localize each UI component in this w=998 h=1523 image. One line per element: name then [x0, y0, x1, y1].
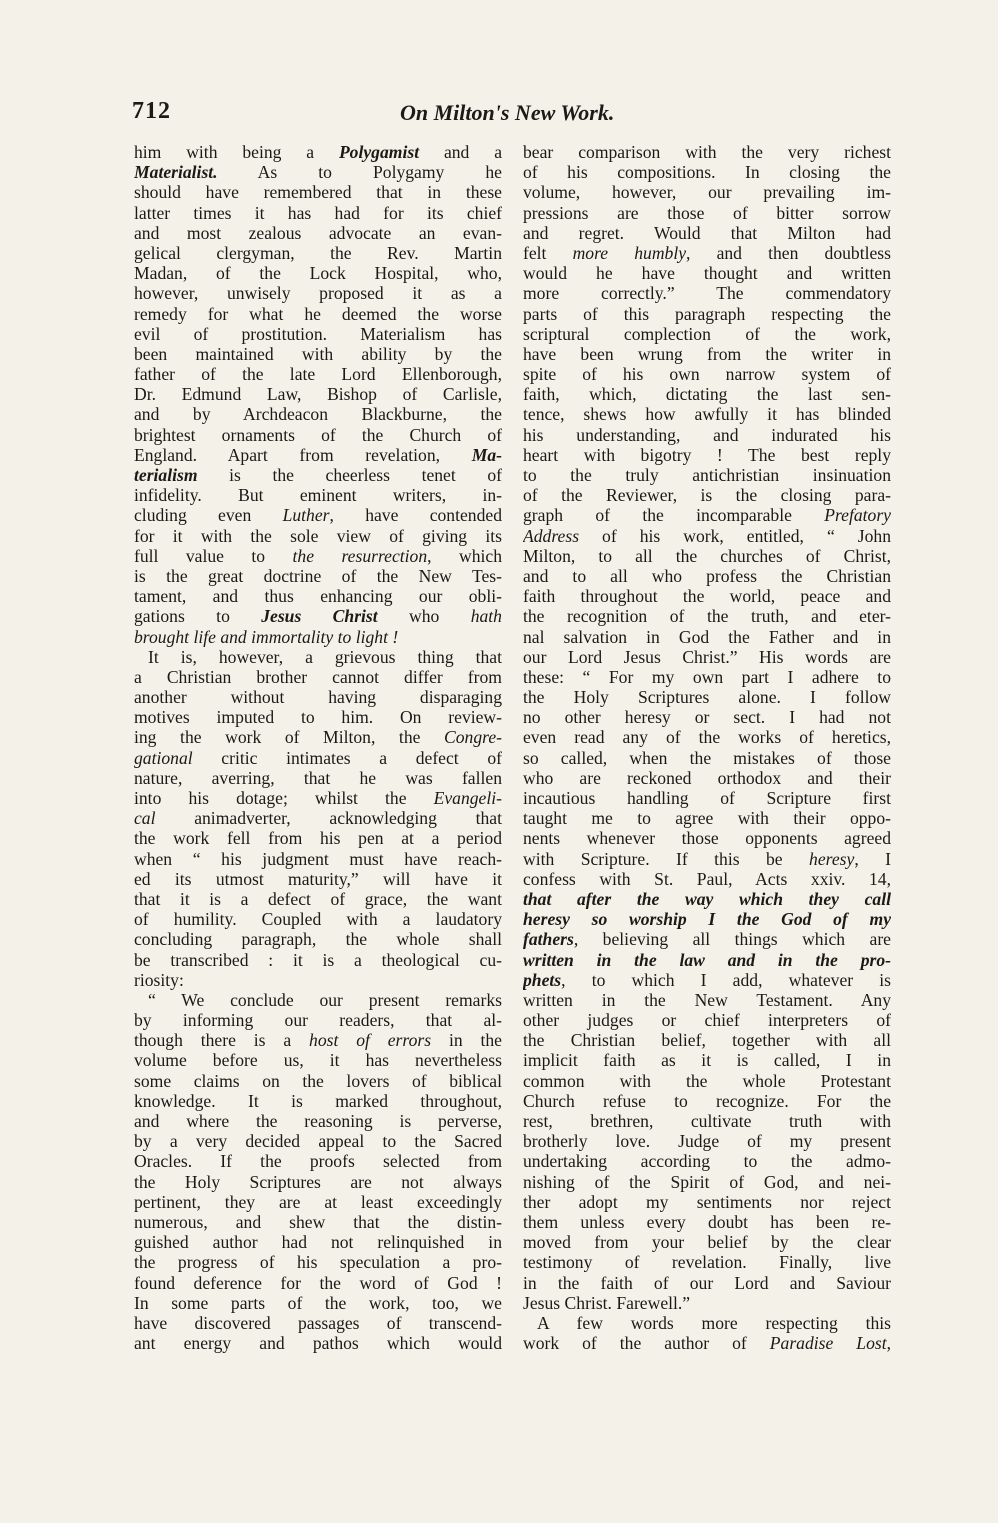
text-line: Materialist. As to Polygamy he — [134, 162, 502, 183]
text-line: faith throughout the world, peace and — [523, 586, 891, 607]
text-line: that after the way which they call — [523, 888, 891, 909]
text-line: nishing of the Spirit of God, and nei- — [523, 1171, 891, 1192]
text-line: riosity: — [134, 969, 184, 990]
text-line: numerous, and shew that the distin- — [134, 1211, 502, 1232]
text-line: faith, which, dictating the last sen- — [523, 384, 891, 405]
text-line: spite of his own narrow system of — [523, 364, 891, 385]
text-line: and most zealous advocate an evan- — [134, 222, 502, 243]
text-line: ing the work of Milton, the Congre- — [134, 727, 502, 748]
text-line: nal salvation in God the Father and in — [523, 626, 891, 647]
text-line: for it with the sole view of giving its — [134, 525, 502, 546]
text-line: however, unwisely proposed it as a — [134, 283, 502, 304]
text-line: England. Apart from revelation, Ma- — [134, 444, 502, 465]
text-line: pertinent, they are at least exceedingly — [134, 1191, 502, 1212]
text-line: fathers, believing all things which are — [523, 929, 891, 950]
text-line: his understanding, and indurated his — [523, 424, 891, 445]
text-line: when “ his judgment must have reach- — [134, 848, 502, 869]
text-line: testimony of revelation. Finally, live — [523, 1252, 891, 1273]
text-line: be transcribed : it is a theological cu- — [134, 949, 502, 970]
text-line: even read any of the works of heretics, — [523, 727, 891, 748]
text-line: Church refuse to recognize. For the — [523, 1090, 891, 1111]
text-line: him with being a Polygamist and a — [134, 142, 502, 162]
text-line: have been wrung from the writer in — [523, 343, 891, 364]
text-line: and to all who profess the Christian — [523, 565, 891, 586]
text-line: more correctly.” The commendatory — [523, 283, 891, 304]
text-line: should have remembered that in these — [134, 182, 502, 203]
text-line: brightest ornaments of the Church of — [134, 424, 502, 445]
text-line: work of the author of Paradise Lost, — [523, 1333, 891, 1354]
text-line: terialism is the cheerless tenet of — [134, 465, 502, 485]
text-line: would he have thought and written — [523, 263, 891, 284]
text-line: and regret. Would that Milton had — [523, 222, 891, 243]
text-line: tament, and thus enhancing our obli- — [134, 586, 502, 607]
text-line: our Lord Jesus Christ.” His words are — [523, 646, 891, 667]
text-line: though there is a host of errors in the — [134, 1030, 502, 1051]
text-line: the Christian belief, together with all — [523, 1030, 891, 1051]
text-line: ther adopt my sentiments nor reject — [523, 1191, 891, 1212]
text-line: full value to the resurrection, which — [134, 545, 502, 566]
text-line: the progress of his speculation a pro- — [134, 1252, 502, 1273]
text-line: ant energy and pathos which would — [134, 1333, 502, 1354]
text-line: of humility. Coupled with a laudatory — [134, 909, 502, 930]
text-line: the work fell from his pen at a period — [134, 828, 502, 849]
text-line: and by Archdeacon Blackburne, the — [134, 404, 502, 425]
text-line: A few words more respecting this — [537, 1312, 891, 1333]
text-line: knowledge. It is marked throughout, — [134, 1090, 502, 1111]
text-line: “ We conclude our present remarks — [148, 989, 502, 1010]
text-line: ed its utmost maturity,” will have it — [134, 868, 502, 889]
text-line: the Holy Scriptures are not always — [134, 1171, 502, 1192]
text-line: taught me to agree with their oppo- — [523, 808, 891, 829]
text-line: evil of prostitution. Materialism has — [134, 323, 502, 344]
left-column — [134, 142, 502, 1353]
text-line: nature, averring, that he was fallen — [134, 767, 502, 788]
text-line: Dr. Edmund Law, Bishop of Carlisle, — [134, 384, 502, 405]
text-line: It is, however, a grievous thing that — [148, 646, 502, 667]
text-line: parts of this paragraph respecting the — [523, 303, 891, 324]
text-line: remedy for what he deemed the worse — [134, 303, 502, 324]
text-line: by informing our readers, that al- — [134, 1010, 502, 1031]
text-line: guished author had not relinquished in — [134, 1232, 502, 1253]
text-line: that it is a defect of grace, the want — [134, 888, 502, 909]
text-line: other judges or chief interpreters of — [523, 1010, 891, 1031]
text-line: and where the reasoning is perverse, — [134, 1111, 502, 1131]
text-line: gations to Jesus Christ who hath — [134, 606, 502, 627]
text-line: them unless every doubt has been re- — [523, 1211, 891, 1232]
text-line: common with the whole Protestant — [523, 1070, 891, 1091]
text-line: nents whenever those opponents agreed — [523, 828, 891, 849]
text-line: moved from your belief by the clear — [523, 1232, 891, 1253]
text-line: with Scripture. If this be heresy, I — [523, 848, 891, 869]
text-line: confess with St. Paul, Acts xxiv. 14, — [523, 868, 891, 889]
text-line: heresy so worship I the God of my — [523, 909, 891, 930]
text-line: pressions are those of bitter sorrow — [523, 202, 891, 223]
page-header — [132, 98, 892, 128]
text-line: graph of the incomparable Prefatory — [523, 505, 891, 526]
text-line: Oracles. If the proofs selected from — [134, 1151, 502, 1172]
text-line: a Christian brother cannot differ from — [134, 666, 502, 687]
text-line: gational critic intimates a defect of — [134, 747, 502, 768]
text-line: of the Reviewer, is the closing para- — [523, 485, 891, 506]
text-line: felt more humbly, and then doubtless — [523, 242, 891, 263]
text-line: have discovered passages of transcend- — [134, 1312, 502, 1333]
text-line: by a very decided appeal to the Sacred — [134, 1131, 502, 1152]
text-line: so called, when the mistakes of those — [523, 747, 891, 768]
text-line: in the faith of our Lord and Saviour — [523, 1272, 891, 1293]
text-line: father of the late Lord Ellenborough, — [134, 364, 502, 385]
text-line: gelical clergyman, the Rev. Martin — [134, 242, 502, 263]
text-line: Jesus Christ. Farewell.” — [523, 1292, 691, 1313]
text-line: some claims on the lovers of biblical — [134, 1070, 502, 1091]
text-line: to the truly antichristian insinuation — [523, 465, 891, 485]
text-line: In some parts of the work, too, we — [134, 1292, 502, 1313]
text-line: no other heresy or sect. I had not — [523, 707, 891, 728]
text-line: cal animadverter, acknowledging that — [134, 808, 502, 829]
text-line: written in the New Testament. Any — [523, 989, 891, 1010]
text-line: cluding even Luther, have contended — [134, 505, 502, 526]
text-line: concluding paragraph, the whole shall — [134, 929, 502, 950]
text-line: these: “ For my own part I adhere to — [523, 666, 891, 687]
text-line: infidelity. But eminent writers, in- — [134, 485, 502, 506]
text-line: rest, brethren, cultivate truth with — [523, 1111, 891, 1131]
text-line: the recognition of the truth, and eter- — [523, 606, 891, 627]
text-line: scriptural complection of the work, — [523, 323, 891, 344]
page-number: 712 — [132, 98, 171, 124]
text-line: undertaking according to the admo- — [523, 1151, 891, 1172]
text-line: is the great doctrine of the New Tes- — [134, 565, 502, 586]
text-line: latter times it has had for its chief — [134, 202, 502, 223]
text-line: tence, shews how awfully it has blinded — [523, 404, 891, 425]
text-line: found deference for the word of God ! — [134, 1272, 502, 1293]
text-line: volume before us, it has nevertheless — [134, 1050, 502, 1071]
text-line: implicit faith as it is called, I in — [523, 1050, 891, 1071]
text-line: Address of his work, entitled, “ John — [523, 525, 891, 546]
text-line: volume, however, our prevailing im- — [523, 182, 891, 203]
text-line: heart with bigotry ! The best reply — [523, 444, 891, 465]
text-line: brotherly love. Judge of my present — [523, 1131, 891, 1152]
right-column — [523, 142, 891, 1353]
text-line: the Holy Scriptures alone. I follow — [523, 687, 891, 708]
text-line: into his dotage; whilst the Evangeli- — [134, 788, 502, 808]
text-line: Milton, to all the churches of Christ, — [523, 545, 891, 566]
text-line: been maintained with ability by the — [134, 343, 502, 364]
text-line: motives imputed to him. On review- — [134, 707, 502, 728]
text-line: Madan, of the Lock Hospital, who, — [134, 263, 502, 284]
running-title: On Milton's New Work. — [400, 100, 615, 125]
text-line: bear comparison with the very richest — [523, 142, 891, 162]
text-line: brought life and immortality to light ! — [134, 626, 399, 647]
text-line: phets, to which I add, whatever is — [523, 969, 891, 990]
text-line: who are reckoned orthodox and their — [523, 767, 891, 788]
text-line: written in the law and in the pro- — [523, 949, 891, 970]
text-line: another without having disparaging — [134, 687, 502, 708]
text-line: incautious handling of Scripture first — [523, 788, 891, 808]
text-line: of his compositions. In closing the — [523, 162, 891, 183]
